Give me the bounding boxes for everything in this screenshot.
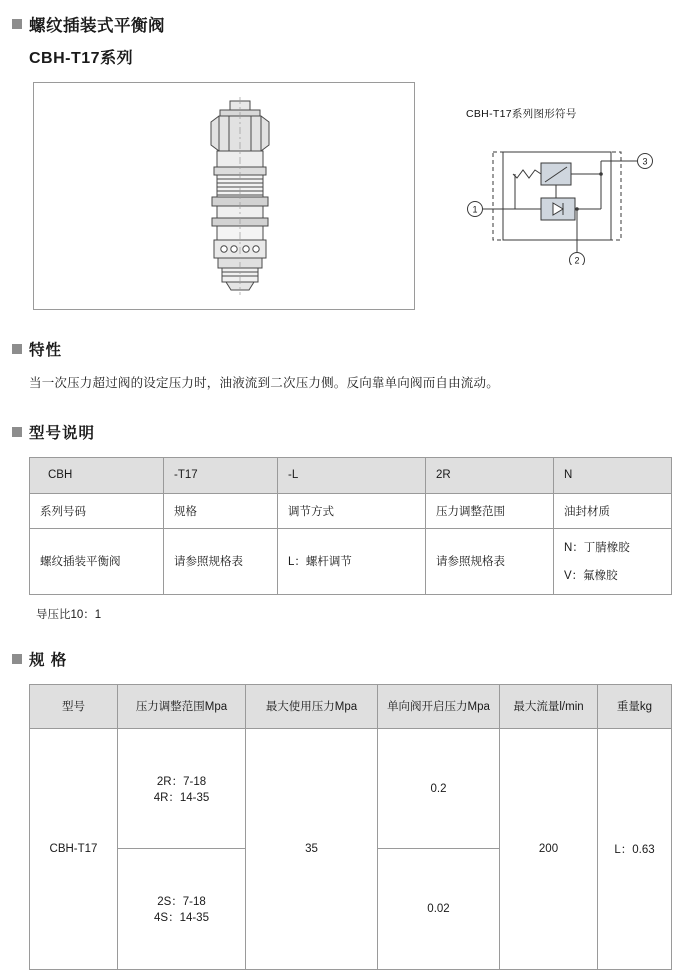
spec-col-maxpressure: 最大使用压力Mpa: [246, 684, 378, 728]
model-desc-pressure: 压力调整范围: [426, 493, 554, 528]
bullet-square-icon: [12, 427, 22, 437]
spec-check-inner: [378, 729, 499, 969]
cartridge-valve-drawing: [34, 83, 414, 309]
range-2r: 2R：7-18: [156, 775, 207, 788]
spec-heading: 规 格: [29, 651, 68, 669]
spec-range-cell: [118, 728, 246, 969]
model-header-t17: -T17: [164, 457, 278, 493]
bullet-square-icon: [12, 654, 22, 664]
specification-table: [29, 684, 672, 970]
model-heading: 型号说明: [29, 424, 96, 442]
table-row: [378, 849, 499, 969]
model-value-pressure: 请参照规格表: [426, 528, 554, 594]
spec-check-top: 0.2: [378, 729, 499, 849]
range-4r: 4R：14-35: [153, 791, 210, 804]
features-text: 当一次压力超过阀的设定压力时，油液流到二次压力侧。反向靠单向阀而自由流动。: [29, 376, 499, 390]
features-heading-row: [0, 338, 700, 360]
table-row: [118, 849, 245, 969]
model-code-table: [29, 457, 672, 595]
model-header-cbh: CBH: [30, 457, 164, 493]
table-row: [30, 684, 672, 728]
model-desc-adjust: 调节方式: [278, 493, 426, 528]
model-heading-row: [0, 421, 700, 443]
table-row: [30, 728, 672, 969]
spec-range-inner: [118, 729, 245, 969]
spec-max-flow: 200: [500, 728, 598, 969]
spec-check-cell: [378, 728, 500, 969]
port-label-3: 3: [642, 156, 648, 167]
model-header-l: -L: [278, 457, 426, 493]
model-value-size: 请参照规格表: [164, 528, 278, 594]
spec-table-wrap: [29, 684, 700, 970]
range-4s: 4S：14-35: [154, 912, 209, 924]
spec-col-checkpressure: 单向阀开启压力Mpa: [378, 684, 500, 728]
model-desc-size: 规格: [164, 493, 278, 528]
spec-range-top: [118, 729, 245, 849]
spec-range-bottom: [118, 849, 245, 969]
model-value-seal: [554, 528, 672, 594]
model-value-adjust: L：螺杆调节: [278, 528, 426, 594]
symbol-caption: CBH-T17系列图形符号: [466, 108, 577, 120]
model-desc-series: 系列号码: [30, 493, 164, 528]
hydraulic-symbol-diagram: [455, 130, 670, 265]
pilot-ratio-note: 导压比10：1: [36, 608, 102, 621]
seal-option-v: V：氟橡胶: [564, 570, 618, 583]
drawing-area: [0, 82, 700, 312]
range-2s: 2S：7-18: [157, 896, 206, 908]
port-label-1: 1: [472, 204, 478, 215]
table-row: [118, 729, 245, 849]
product-drawing-box: [33, 82, 415, 310]
port-label-2: 2: [574, 255, 580, 265]
table-row: [378, 729, 499, 849]
seal-option-n: N：丁腈橡胶: [564, 542, 630, 555]
table-row: [30, 493, 672, 528]
spec-weight: L：0.63: [598, 728, 672, 969]
spec-col-range: 压力调整范围Mpa: [118, 684, 246, 728]
spec-max-pressure: 35: [246, 728, 378, 969]
model-desc-seal: 油封材质: [554, 493, 672, 528]
table-row: [30, 457, 672, 493]
model-header-n: N: [554, 457, 672, 493]
spec-check-bottom: 0.02: [427, 903, 450, 915]
spec-heading-row: [0, 648, 700, 670]
page-title: 螺纹插装式平衡阀: [29, 17, 165, 35]
series-subtitle: CBH-T17系列: [29, 50, 134, 67]
bullet-square-icon: [12, 344, 22, 354]
spec-col-weight: 重量kg: [598, 684, 672, 728]
table-row: [30, 528, 672, 594]
spec-model-name: CBH-T17: [30, 728, 118, 969]
spec-col-maxflow: 最大流量l/min: [500, 684, 598, 728]
features-heading: 特性: [29, 342, 63, 359]
spec-col-model: 型号: [30, 684, 118, 728]
model-header-2r: 2R: [426, 457, 554, 493]
symbol-svg: [455, 130, 670, 265]
bullet-square-icon: [12, 19, 22, 29]
page-title-row: [0, 0, 700, 36]
model-value-series: 螺纹插装平衡阀: [30, 528, 164, 594]
